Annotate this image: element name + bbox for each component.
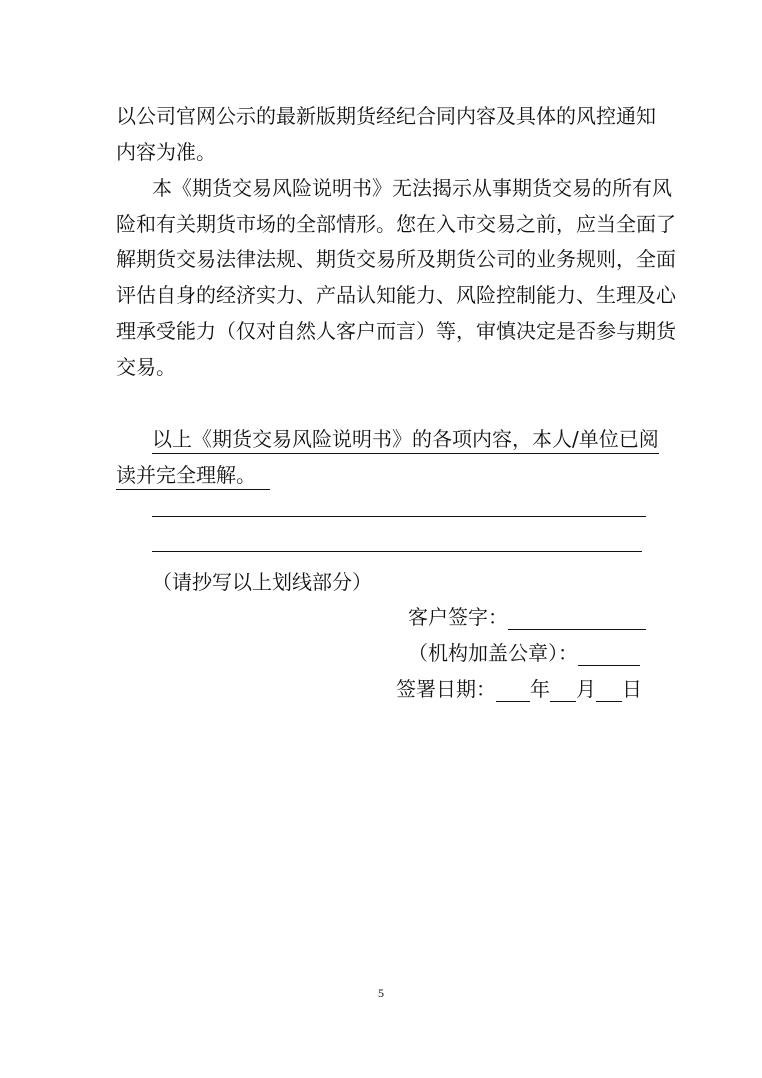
copy-line-2[interactable] xyxy=(152,551,642,552)
customer-signature-row xyxy=(408,604,646,630)
org-seal-label: （机构加盖公章）： xyxy=(408,641,578,665)
acknowledgement-line-1 xyxy=(152,426,659,452)
page-number: 5 xyxy=(378,986,384,1000)
customer-signature-label: 客户签字： xyxy=(408,605,508,629)
copy-line-1[interactable] xyxy=(152,516,646,517)
paragraph2-line-4: 评估自身的经济实力、产品认知能力、风险控制能力、生理及心 xyxy=(116,283,676,307)
paragraph2-line-5: 理承受能力（仅对自然人客户而言）等，审慎决定是否参与期货 xyxy=(116,319,676,343)
paragraph2-line-2: 险和有关期货市场的全部情形。您在入市交易之前，应当全面了 xyxy=(116,212,676,236)
paragraph2-line-1: 本《期货交易风险说明书》无法揭示从事期货交易的所有风 xyxy=(152,176,672,200)
copy-instruction: （请抄写以上划线部分） xyxy=(152,570,372,594)
year-label: 年 xyxy=(530,677,550,701)
paragraph2-line-6: 交易。 xyxy=(116,355,176,379)
month-label: 月 xyxy=(576,677,596,701)
year-field[interactable] xyxy=(496,681,530,702)
org-seal-field[interactable] xyxy=(578,645,640,666)
day-label: 日 xyxy=(622,677,642,701)
customer-signature-field[interactable] xyxy=(508,609,646,630)
org-seal-row xyxy=(408,640,640,666)
sign-date-label: 签署日期： xyxy=(396,677,496,701)
acknowledgement-text-1: 以上《期货交易风险说明书》的各项内容，本人/单位已阅 xyxy=(152,427,659,454)
acknowledgement-line-2 xyxy=(116,462,270,488)
paragraph1-line-2: 内容为准。 xyxy=(116,140,216,164)
day-field[interactable] xyxy=(596,681,622,702)
month-field[interactable] xyxy=(550,681,576,702)
paragraph2-line-3: 解期货交易法律法规、期货交易所及期货公司的业务规则，全面 xyxy=(116,247,676,271)
paragraph1-line-1: 以公司官网公示的最新版期货经纪合同内容及具体的风控通知 xyxy=(116,104,656,128)
acknowledgement-text-2: 读并完全理解。 xyxy=(116,463,270,490)
sign-date-row xyxy=(396,676,642,702)
